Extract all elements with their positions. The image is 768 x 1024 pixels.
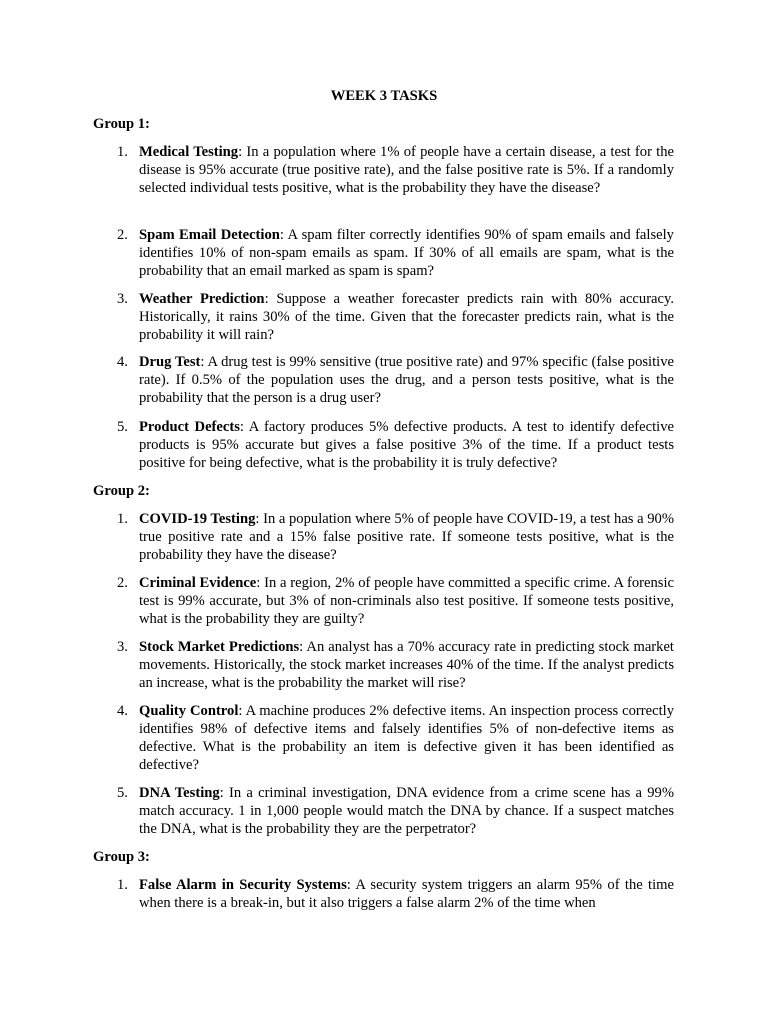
list-item-term: False Alarm in Security Systems <box>139 877 347 893</box>
list-item-body <box>139 510 674 564</box>
list-item-text: : In a population where 1% of people have a certain disease, a test for the disease is 95% accurate (true positive rate), and the false positive rate is 5%. If a randomly selected individual tests positive, what is the probability they have the disease? <box>139 144 675 196</box>
group-3-heading: Group 3: <box>93 849 150 865</box>
list-item-number: 4. <box>117 703 128 719</box>
list-item-number: 2. <box>117 227 128 243</box>
list-item <box>117 226 674 280</box>
list-item <box>117 702 674 774</box>
list-item-text: : A security system triggers an alarm 95% of the time when there is a break-in, but it also triggers a false alarm 2% of the time when <box>139 877 674 911</box>
list-item-number: 2. <box>117 575 128 591</box>
list-item-term: Spam Email Detection <box>139 227 280 243</box>
list-item <box>117 143 674 197</box>
group-1-heading: Group 1: <box>93 116 150 132</box>
list-item-text: : In a population where 5% of people have COVID-19, a test has a 90% true positive rate and a 15% false positive rate. If someone tests positive, what is the probability they have the disease? <box>139 511 675 563</box>
list-item-body <box>139 353 674 407</box>
list-item-body <box>139 290 674 344</box>
list-item-body <box>139 784 674 838</box>
list-item-body <box>139 226 674 280</box>
list-item-text: : In a region, 2% of people have committed a specific crime. A forensic test is 99% accurate, but 3% of non-criminals also test positive. If someone tests positive, what is the probability they are guilty? <box>139 575 674 627</box>
list-item-text: : A spam filter correctly identifies 90% of spam emails and falsely identifies 10% of non-spam emails as spam. If 30% of all emails are spam, what is the probability that an email marked as spam is spam? <box>139 227 674 279</box>
list-item-body <box>139 418 674 472</box>
list-item-number: 4. <box>117 354 128 370</box>
list-item <box>117 638 674 692</box>
list-item-text: : A factory produces 5% defective products. A test to identify defective products is 95% accurate but gives a false positive 3% of the time. If a product tests positive for being defective, what is the probability it is truly defective? <box>139 419 674 471</box>
list-item-number: 1. <box>117 144 128 160</box>
list-item <box>117 290 674 344</box>
list-item-number: 5. <box>117 419 128 435</box>
list-item-term: Medical Testing <box>139 144 239 160</box>
document-title: WEEK 3 TASKS <box>330 88 438 104</box>
list-item <box>117 418 674 472</box>
group-2-heading: Group 2: <box>93 483 150 499</box>
list-item-term: Drug Test <box>139 354 201 370</box>
list-item-body <box>139 702 674 774</box>
list-item-text: : In a criminal investigation, DNA evidence from a crime scene has a 99% match accuracy. 1 in 1,000 people would match the DNA by chance. If a suspect matches the DNA, what is the probability they are the perpetrator? <box>139 785 674 837</box>
list-item-number: 1. <box>117 511 128 527</box>
list-item-term: Stock Market Predictions <box>139 639 300 655</box>
list-item-number: 5. <box>117 785 128 801</box>
list-item-text: : Suppose a weather forecaster predicts rain with 80% accuracy. Historically, it rains 30% of the time. Given that the forecaster predicts rain, what is the probability it will rain? <box>139 291 675 343</box>
list-item-number: 3. <box>117 291 128 307</box>
list-item-term: Weather Prediction <box>139 291 265 307</box>
list-item <box>117 574 674 628</box>
list-item-term: Criminal Evidence <box>139 575 257 591</box>
list-item <box>117 510 674 564</box>
list-item <box>117 784 674 838</box>
list-item-number: 1. <box>117 877 128 893</box>
list-item-text: : An analyst has a 70% accuracy rate in predicting stock market movements. Historically, the stock market increases 40% of the time. If the analyst predicts an increase, what is the probability the market will rise? <box>139 639 674 691</box>
list-item-body <box>139 143 674 197</box>
list-item-term: Product Defects <box>139 419 240 435</box>
list-item-term: COVID-19 Testing <box>139 511 256 527</box>
list-item-text: : A drug test is 99% sensitive (true positive rate) and 97% specific (false positive rate). If 0.5% of the population uses the drug, and a person tests positive, what is the probability that the person is a drug user? <box>139 354 674 406</box>
list-item <box>117 353 674 407</box>
list-item-body <box>139 876 674 912</box>
list-item <box>117 876 674 912</box>
list-item-term: Quality Control <box>139 703 239 719</box>
list-item-body <box>139 638 674 692</box>
list-item-text: : A machine produces 2% defective items. An inspection process correctly identifies 98% of defective items and falsely identifies 5% of non-defective items as defective. What is the probability an item is defective given it has been identified as defective? <box>139 703 674 773</box>
list-item-term: DNA Testing <box>139 785 220 801</box>
list-item-number: 3. <box>117 639 128 655</box>
list-item-body <box>139 574 674 628</box>
